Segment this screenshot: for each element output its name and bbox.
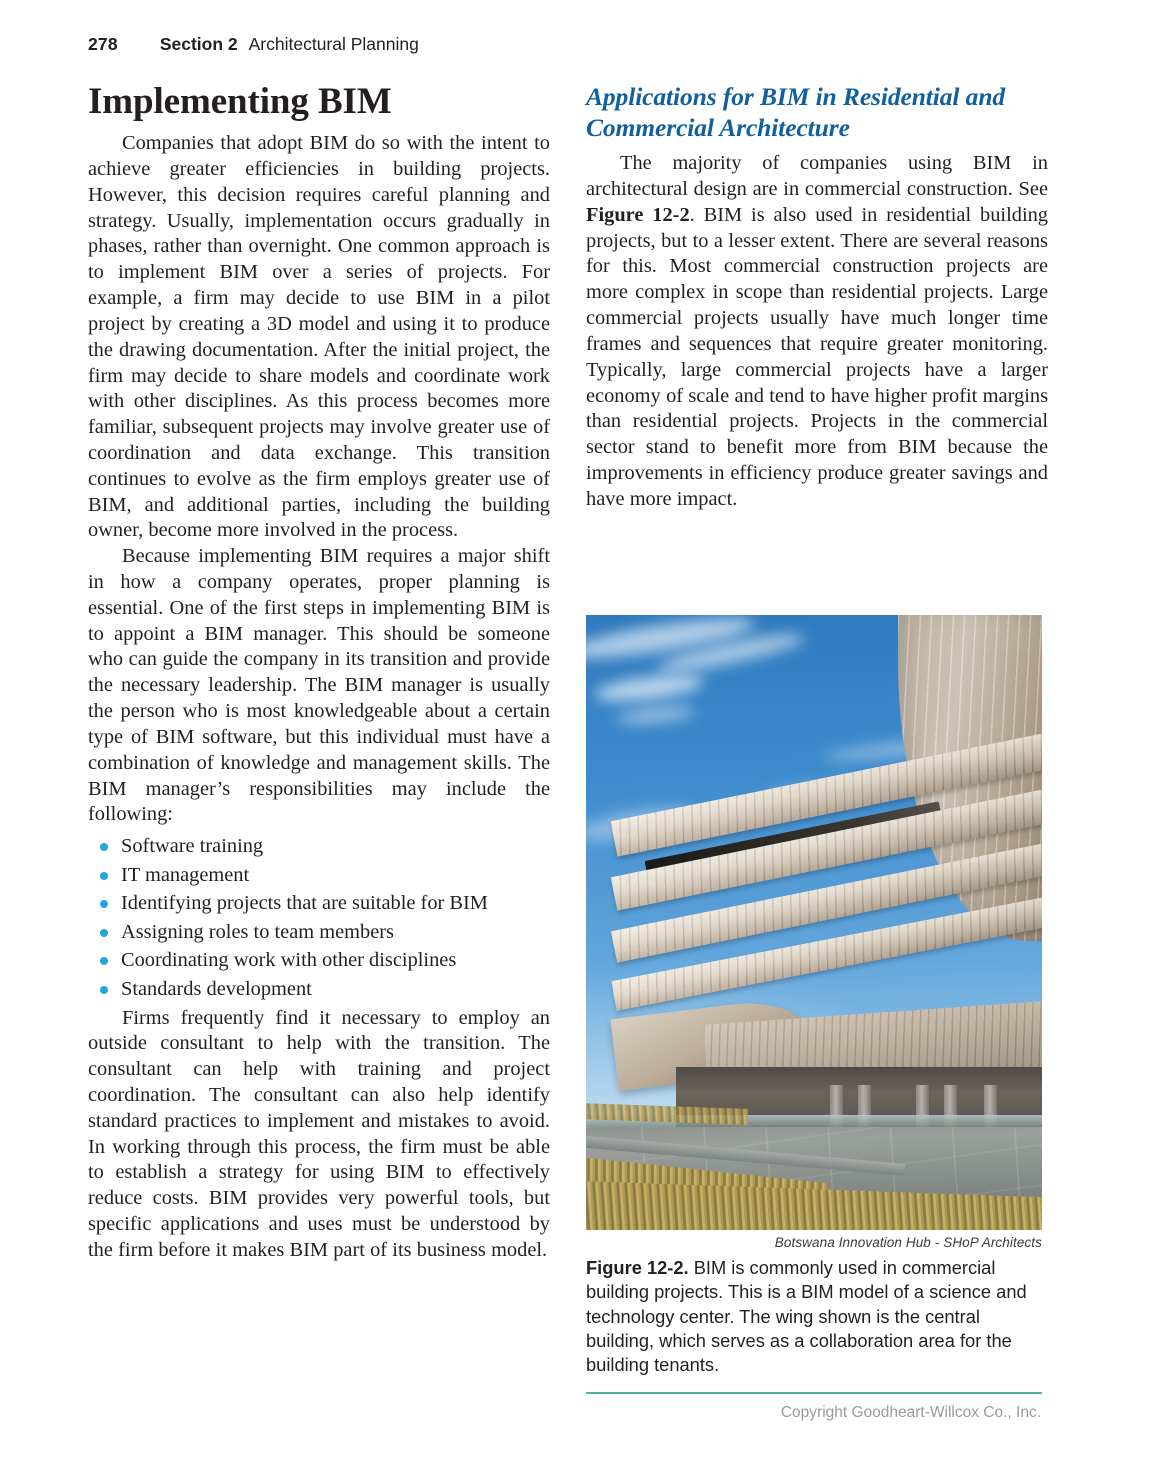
list-item (88, 946, 550, 975)
figure-caption-label: Figure 12-2. (586, 1257, 689, 1278)
figure-caption-text: BIM is commonly used in commercial building projects. This is a BIM model of a science and technology center. The wing shown is the central building, which serves as a collaboration area for the building tenants. (586, 1257, 1027, 1376)
footer-copyright: Copyright Goodheart-Willcox Co., Inc. (780, 1404, 1041, 1421)
paragraph-4-part1: The majority of companies using BIM in architectural design are in commercial construction. See (586, 152, 1048, 200)
paragraph-3: Firms frequently find it necessary to employ an outside consultant to help with the transition. The consultant can help with training and project coordination. The consultant can also help identify standard practices to implement and mistakes to avoid. In working through this process, the firm must be able to establish a strategy for using BIM to effectively reduce costs. BIM provides very powerful tools, but specific applications and uses must be understood by the firm before it makes BIM part of its business model. (88, 1006, 550, 1261)
bullet-icon (100, 843, 108, 851)
section-label: Section 2 (159, 34, 238, 54)
bullet-icon (100, 957, 108, 965)
running-head (88, 34, 1068, 58)
figure-12-2 (586, 615, 1042, 1394)
paragraph-4-part2: . BIM is also used in residential building projects, but to a lesser extent. There are several reasons for this. Most commercial construction projects are more complex in scope than residential projects. Large commercial projects usually have much longer time frames and sequences that require greater monitoring. Typically, large commercial projects have a larger economy of scale and tend to have higher profit margins than residential projects. Projects in the commercial sector stand to benefit more from BIM because the improvements in efficiency produce greater savings and have more impact. (586, 203, 1048, 510)
section-heading: Applications for BIM in Residential and Commercial Architecture (586, 82, 1006, 142)
figure-caption (586, 1256, 1042, 1378)
list-item-label: Assigning roles to team members (121, 920, 394, 943)
list-item-label: Coordinating work with other disciplines (121, 949, 457, 972)
paragraph-1: Companies that adopt BIM do so with the intent to achieve greater efficiencies in building projects. However, this decision requires careful planning and strategy. Usually, implementation occurs gradually in phases, rather than overnight. One common approach is to implement BIM over a series of projects. For example, a firm may decide to use BIM in a pilot project by creating a 3D model and using it to produce the drawing documentation. After the initial project, the firm may decide to share models and coordinate work with other disciplines. As this process becomes more familiar, subsequent projects may involve greater use of coordination and data exchange. This transition continues to evolve as the firm employs greater use of BIM, and additional parties, including the building owner, become more involved in the process. (88, 132, 550, 542)
bullet-icon (100, 929, 108, 937)
list-item (88, 975, 550, 1004)
page-title: Implementing BIM (88, 81, 392, 122)
photo-credit: Botswana Innovation Hub - SHoP Architects (774, 1235, 1042, 1250)
list-item-label: Standards development (121, 977, 312, 1000)
list-item (88, 832, 550, 861)
list-item-label: Identifying projects that are suitable for BIM (121, 892, 488, 915)
right-column (586, 82, 1048, 513)
left-column (88, 82, 550, 1264)
list-item (88, 889, 550, 918)
figure-reference: Figure 12-2 (586, 203, 690, 226)
bullet-icon (100, 986, 108, 994)
section-name: Architectural Planning (248, 34, 419, 54)
list-item (88, 861, 550, 890)
caption-divider (586, 1392, 1042, 1394)
page-number: 278 (88, 34, 118, 54)
list-item-label: IT management (121, 863, 250, 886)
paragraph-4 (586, 151, 1048, 512)
list-item (88, 918, 550, 947)
bullet-icon (100, 872, 108, 880)
bullet-icon (100, 900, 108, 908)
figure-image (586, 615, 1042, 1230)
paragraph-2: Because implementing BIM requires a major shift in how a company operates, proper planning is essential. One of the first steps in implementing BIM is to appoint a BIM manager. This should be someone who can guide the company in its transition and provide the necessary leadership. The BIM manager is usually the person who is most knowledgeable about a certain type of BIM software, but this individual must have a combination of knowledge and management skills. The BIM manager’s responsibilities may include the following: (88, 545, 550, 826)
responsibilities-list (88, 832, 550, 1003)
list-item-label: Software training (121, 835, 264, 858)
